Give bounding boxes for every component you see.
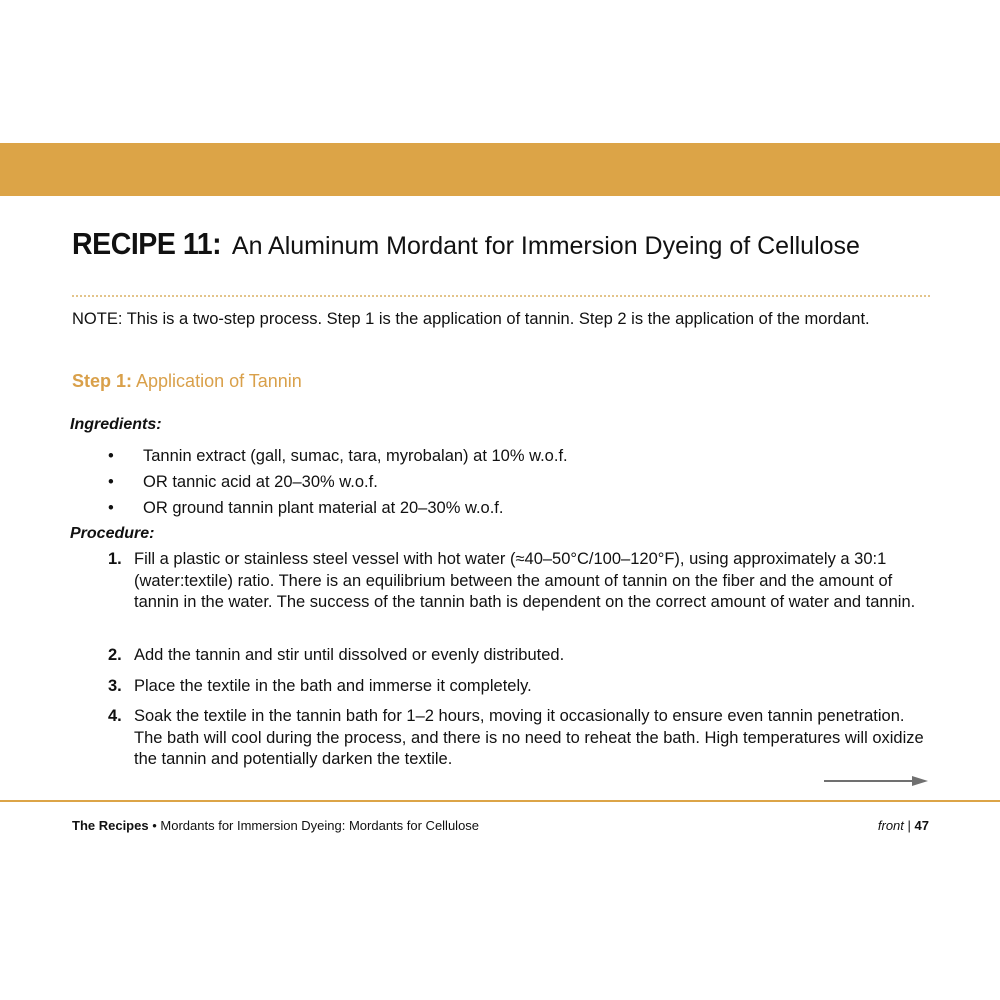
procedure-step (108, 676, 933, 698)
footer-separator: • (152, 818, 157, 833)
step-text: Add the tannin and stir until dissolved or evenly distributed. (134, 646, 565, 664)
procedure-heading: Procedure: (70, 525, 155, 542)
header-banner (0, 143, 1000, 196)
bullet-icon: • (108, 473, 114, 491)
bullet-icon: • (108, 499, 114, 517)
dotted-divider (72, 295, 930, 297)
footer-divider: | (907, 818, 911, 833)
recipe-title (72, 226, 860, 262)
note-text: NOTE: This is a two-step process. Step 1 is the application of tannin. Step 2 is the application of the mordant. (72, 310, 870, 328)
step-text: Place the textile in the bath and immerse it completely. (134, 677, 532, 695)
step-label: Step 1: (72, 371, 133, 391)
step-title: Application of Tannin (136, 371, 302, 391)
ingredient-item: • Tannin extract (gall, sumac, tara, myrobalan) at 10% w.o.f. (108, 447, 568, 465)
page-number: 47 (914, 818, 929, 833)
ingredient-item: • OR tannic acid at 20–30% w.o.f. (108, 473, 378, 491)
step-number: 3. (108, 677, 122, 695)
step-number: 2. (108, 646, 122, 664)
continue-arrow-icon (824, 775, 928, 787)
bullet-icon: • (108, 447, 114, 465)
procedure-step (108, 706, 933, 771)
footer-chapter: Mordants for Immersion Dyeing: Mordants for Cellulose (160, 818, 480, 833)
footer-breadcrumb (72, 818, 479, 833)
ingredients-heading: Ingredients: (70, 416, 162, 433)
step-heading (72, 371, 302, 392)
procedure-step (108, 549, 933, 614)
footer-side: front (877, 818, 904, 833)
footer-page-info (878, 818, 929, 833)
recipe-subtitle: An Aluminum Mordant for Immersion Dyeing of Cellulose (231, 232, 860, 260)
step-number: 4. (108, 707, 122, 725)
step-text: Soak the textile in the tannin bath for 1–2 hours, moving it occasionally to ensure even tannin penetration. The bath will cool during the process, and there is no need to reheat the bath. High temperatures will oxidize the tannin and potentially darken the textile. (134, 707, 924, 768)
step-number: 1. (108, 550, 122, 568)
procedure-step (108, 645, 933, 667)
ingredient-item: • OR ground tannin plant material at 20–30% w.o.f. (108, 499, 504, 517)
step-text: Fill a plastic or stainless steel vessel with hot water (≈40–50°C/100–120°F), using approximately a 30:1 (water:textile) ratio. There is an equilibrium between the amount of tannin on the fiber and the amount of tannin in the water. The success of the tannin bath is dependent on the correct amount of water and tannin. (134, 550, 916, 611)
recipe-number: RECIPE 11: (72, 226, 222, 261)
footer-rule (0, 800, 1000, 802)
footer-section: The Recipes (72, 818, 149, 833)
